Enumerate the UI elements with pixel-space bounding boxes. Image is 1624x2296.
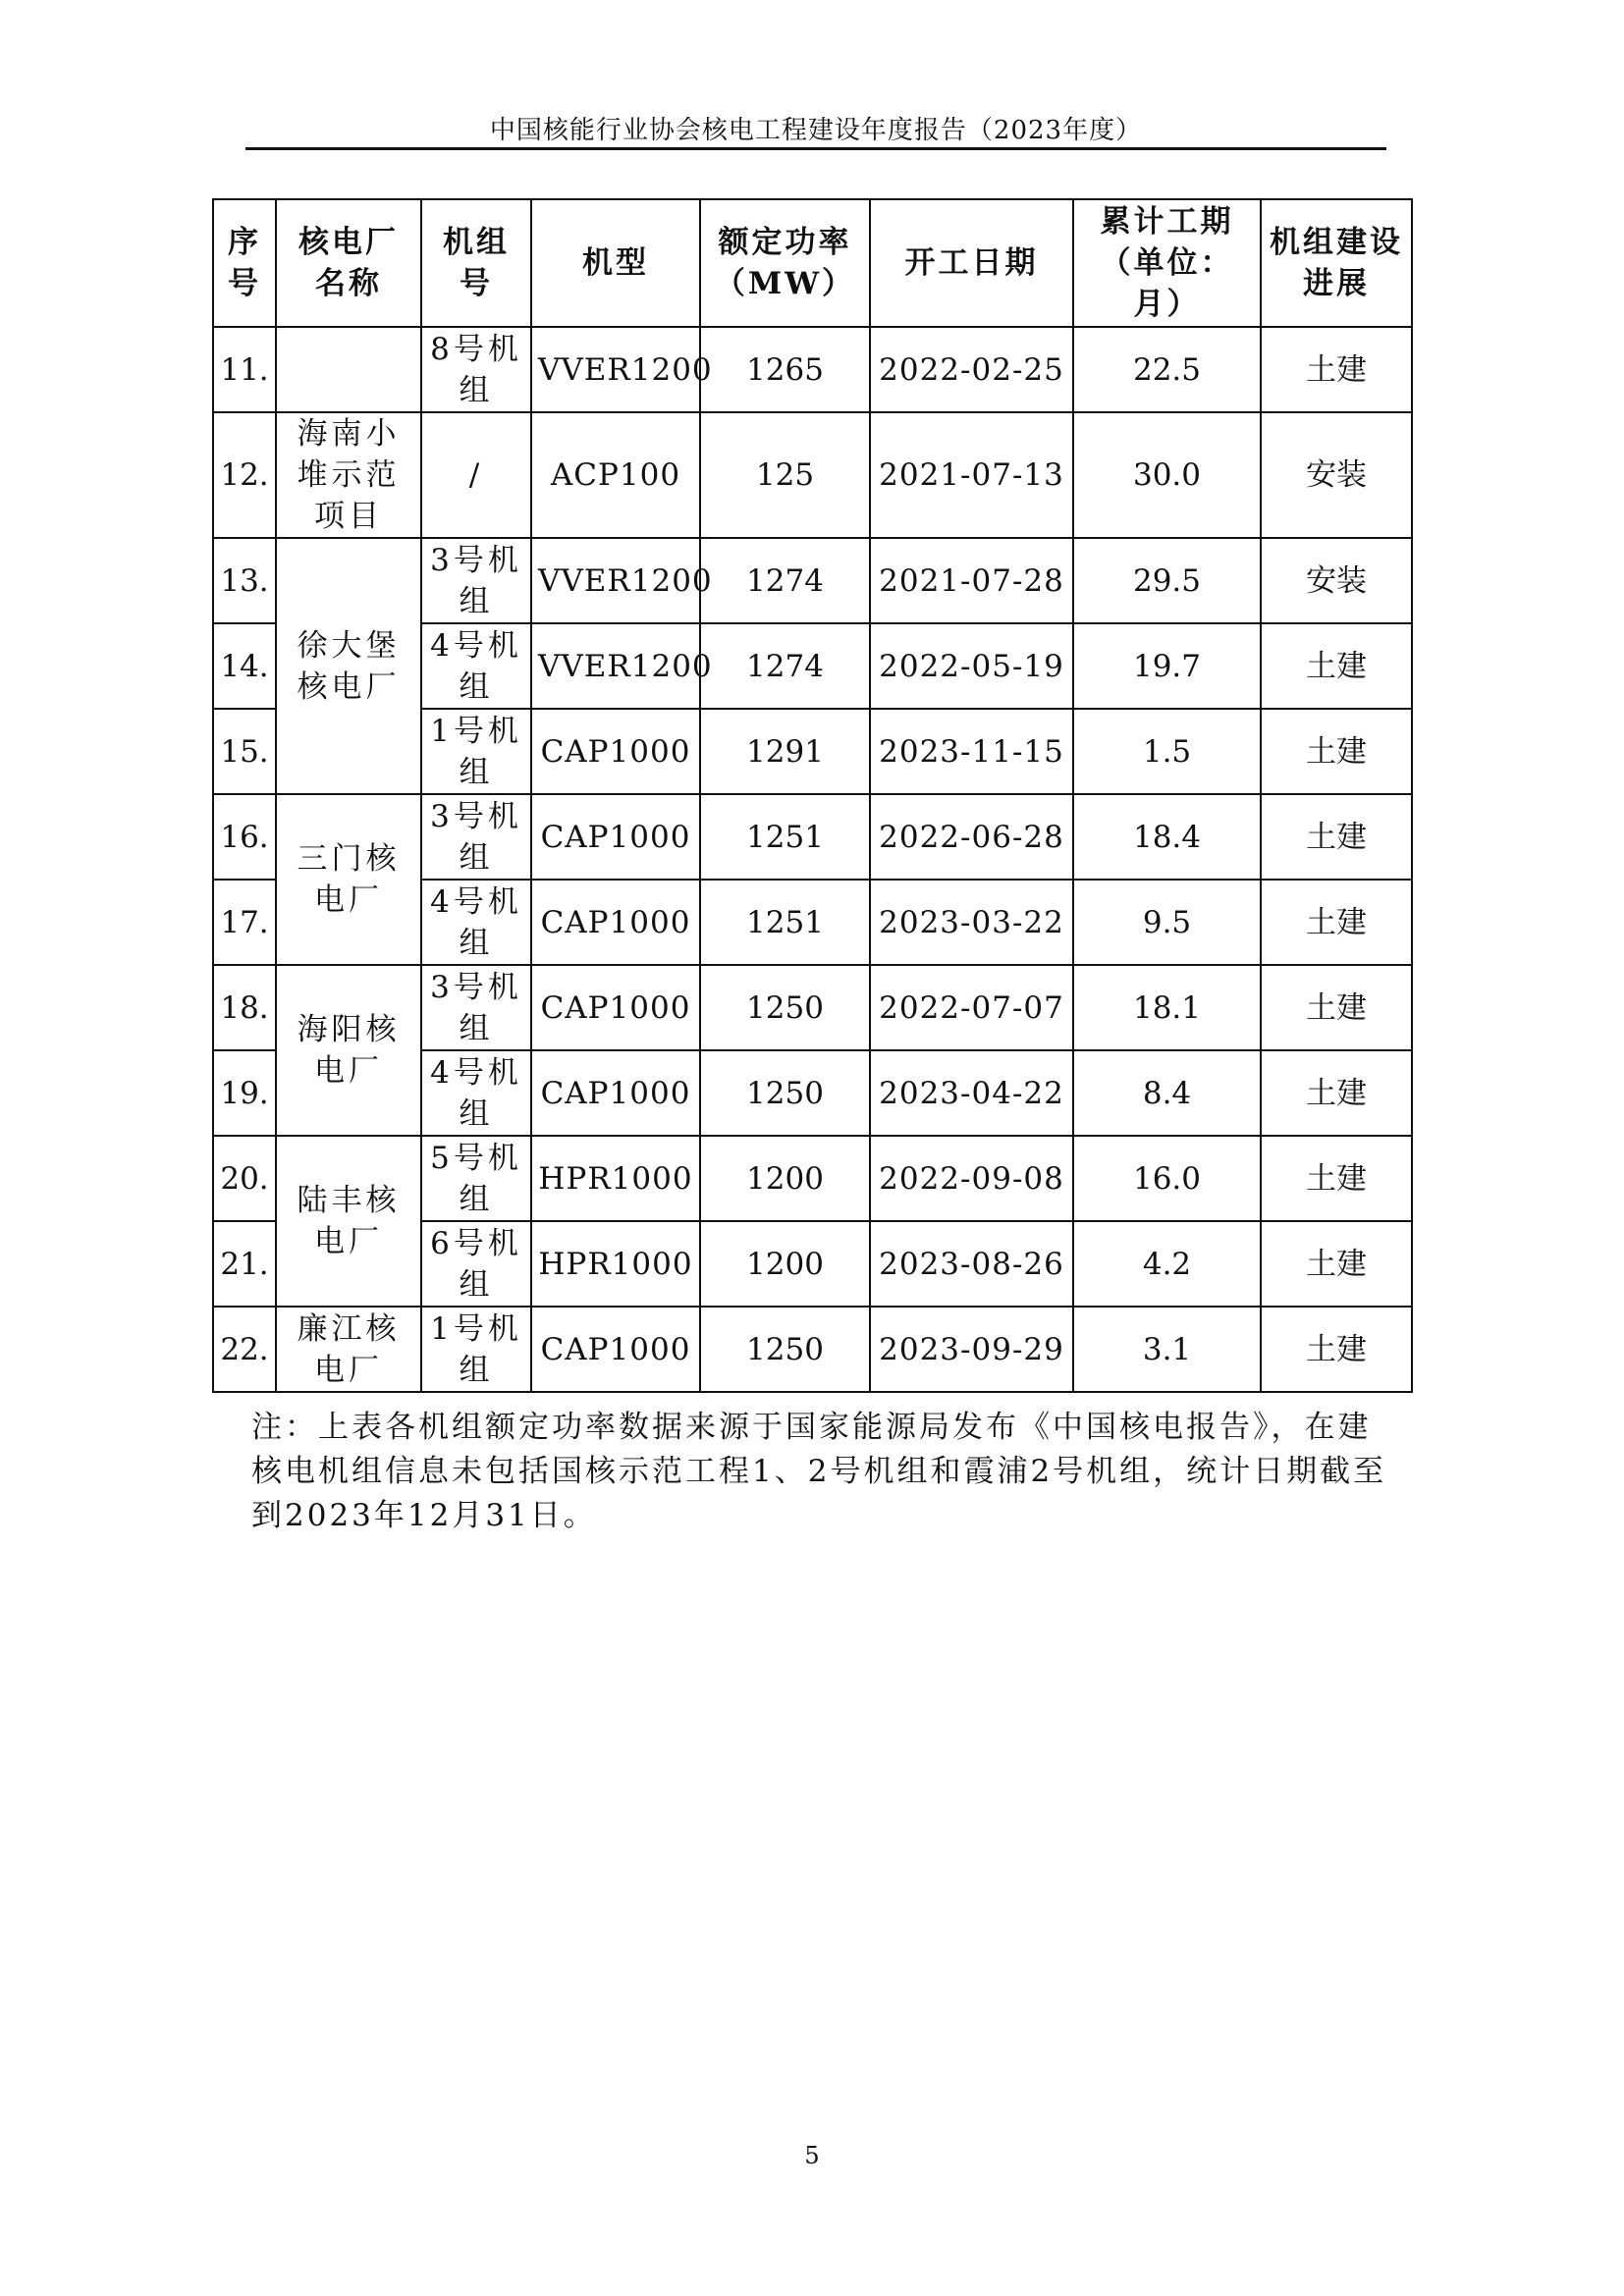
reactor-model: CAP1000 bbox=[531, 1050, 700, 1136]
start-date: 2023-09-29 bbox=[870, 1307, 1073, 1392]
cumulative-duration: 8.4 bbox=[1073, 1050, 1261, 1136]
unit-number: 6号机组 bbox=[421, 1221, 531, 1307]
column-header: 额定功率（MW） bbox=[700, 199, 870, 327]
construction-progress: 土建 bbox=[1261, 327, 1412, 412]
reactor-model: HPR1000 bbox=[531, 1221, 700, 1307]
cumulative-duration: 3.1 bbox=[1073, 1307, 1261, 1392]
table-header-row bbox=[213, 199, 1412, 327]
construction-progress: 土建 bbox=[1261, 623, 1412, 709]
column-header: 机组建设进展 bbox=[1261, 199, 1412, 327]
construction-progress: 土建 bbox=[1261, 709, 1412, 794]
row-number: 18. bbox=[213, 965, 276, 1050]
plant-name: 徐大堡核电厂 bbox=[276, 538, 421, 794]
table-row bbox=[213, 1307, 1412, 1392]
rated-power: 1291 bbox=[700, 709, 870, 794]
cumulative-duration: 18.4 bbox=[1073, 794, 1261, 880]
reactor-model: CAP1000 bbox=[531, 1307, 700, 1392]
row-number: 14. bbox=[213, 623, 276, 709]
unit-number: 3号机组 bbox=[421, 538, 531, 623]
unit-number: / bbox=[421, 412, 531, 538]
start-date: 2023-11-15 bbox=[870, 709, 1073, 794]
start-date: 2022-05-19 bbox=[870, 623, 1073, 709]
plant-name bbox=[276, 327, 421, 412]
row-number: 15. bbox=[213, 709, 276, 794]
row-number: 13. bbox=[213, 538, 276, 623]
page-number: 5 bbox=[804, 2142, 820, 2169]
start-date: 2023-03-22 bbox=[870, 880, 1073, 965]
row-number: 20. bbox=[213, 1136, 276, 1221]
reactor-model: CAP1000 bbox=[531, 794, 700, 880]
page-header-title: 中国核能行业协会核电工程建设年度报告（2023年度） bbox=[489, 116, 1143, 145]
row-number: 21. bbox=[213, 1221, 276, 1307]
column-header: 机组号 bbox=[421, 199, 531, 327]
start-date: 2021-07-28 bbox=[870, 538, 1073, 623]
start-date: 2022-09-08 bbox=[870, 1136, 1073, 1221]
cumulative-duration: 30.0 bbox=[1073, 412, 1261, 538]
column-header: 累计工期（单位：月） bbox=[1073, 199, 1261, 327]
table-row bbox=[213, 794, 1412, 880]
table-body bbox=[213, 327, 1412, 1392]
rated-power: 1274 bbox=[700, 538, 870, 623]
reactor-model: VVER1200 bbox=[531, 623, 700, 709]
cumulative-duration: 4.2 bbox=[1073, 1221, 1261, 1307]
table-row bbox=[213, 1136, 1412, 1221]
column-header: 核电厂名称 bbox=[276, 199, 421, 327]
start-date: 2021-07-13 bbox=[870, 412, 1073, 538]
reactor-model: VVER1200 bbox=[531, 538, 700, 623]
column-header: 序号 bbox=[213, 199, 276, 327]
plant-name: 陆丰核电厂 bbox=[276, 1136, 421, 1307]
header-divider bbox=[245, 147, 1386, 150]
unit-number: 5号机组 bbox=[421, 1136, 531, 1221]
table-footnote: 注：上表各机组额定功率数据来源于国家能源局发布《中国核电报告》，在建核电机组信息未包括国核示范工程1、2号机组和霞浦2号机组，统计日期截至到2023年12月31日。 bbox=[251, 1410, 1387, 1533]
rated-power: 1251 bbox=[700, 794, 870, 880]
row-number: 16. bbox=[213, 794, 276, 880]
reactor-model: CAP1000 bbox=[531, 709, 700, 794]
cumulative-duration: 22.5 bbox=[1073, 327, 1261, 412]
unit-number: 1号机组 bbox=[421, 709, 531, 794]
rated-power: 1274 bbox=[700, 623, 870, 709]
start-date: 2022-06-28 bbox=[870, 794, 1073, 880]
table-row bbox=[213, 965, 1412, 1050]
cumulative-duration: 9.5 bbox=[1073, 880, 1261, 965]
reactor-model: CAP1000 bbox=[531, 965, 700, 1050]
row-number: 12. bbox=[213, 412, 276, 538]
table-row bbox=[213, 538, 1412, 623]
rated-power: 125 bbox=[700, 412, 870, 538]
row-number: 19. bbox=[213, 1050, 276, 1136]
construction-progress: 土建 bbox=[1261, 1307, 1412, 1392]
start-date: 2022-02-25 bbox=[870, 327, 1073, 412]
column-header: 机型 bbox=[531, 199, 700, 327]
construction-progress: 土建 bbox=[1261, 880, 1412, 965]
construction-progress: 安装 bbox=[1261, 538, 1412, 623]
start-date: 2023-08-26 bbox=[870, 1221, 1073, 1307]
unit-number: 3号机组 bbox=[421, 965, 531, 1050]
start-date: 2022-07-07 bbox=[870, 965, 1073, 1050]
plant-name: 海南小堆示范项目 bbox=[276, 412, 421, 538]
construction-progress: 土建 bbox=[1261, 1136, 1412, 1221]
plant-name: 海阳核电厂 bbox=[276, 965, 421, 1136]
rated-power: 1250 bbox=[700, 1307, 870, 1392]
construction-progress: 土建 bbox=[1261, 965, 1412, 1050]
start-date: 2023-04-22 bbox=[870, 1050, 1073, 1136]
construction-table bbox=[212, 198, 1413, 1393]
table-row bbox=[213, 412, 1412, 538]
rated-power: 1250 bbox=[700, 965, 870, 1050]
unit-number: 3号机组 bbox=[421, 794, 531, 880]
cumulative-duration: 29.5 bbox=[1073, 538, 1261, 623]
table-row bbox=[213, 327, 1412, 412]
cumulative-duration: 18.1 bbox=[1073, 965, 1261, 1050]
construction-progress: 土建 bbox=[1261, 1050, 1412, 1136]
construction-progress: 土建 bbox=[1261, 794, 1412, 880]
reactor-model: VVER1200 bbox=[531, 327, 700, 412]
rated-power: 1265 bbox=[700, 327, 870, 412]
cumulative-duration: 16.0 bbox=[1073, 1136, 1261, 1221]
cumulative-duration: 1.5 bbox=[1073, 709, 1261, 794]
reactor-model: HPR1000 bbox=[531, 1136, 700, 1221]
cumulative-duration: 19.7 bbox=[1073, 623, 1261, 709]
unit-number: 1号机组 bbox=[421, 1307, 531, 1392]
unit-number: 4号机组 bbox=[421, 1050, 531, 1136]
construction-progress: 土建 bbox=[1261, 1221, 1412, 1307]
unit-number: 8号机组 bbox=[421, 327, 531, 412]
reactor-model: CAP1000 bbox=[531, 880, 700, 965]
rated-power: 1250 bbox=[700, 1050, 870, 1136]
row-number: 11. bbox=[213, 327, 276, 412]
reactor-model: ACP100 bbox=[531, 412, 700, 538]
plant-name: 三门核电厂 bbox=[276, 794, 421, 965]
rated-power: 1200 bbox=[700, 1136, 870, 1221]
column-header: 开工日期 bbox=[870, 199, 1073, 327]
rated-power: 1251 bbox=[700, 880, 870, 965]
row-number: 17. bbox=[213, 880, 276, 965]
unit-number: 4号机组 bbox=[421, 623, 531, 709]
unit-number: 4号机组 bbox=[421, 880, 531, 965]
construction-progress: 安装 bbox=[1261, 412, 1412, 538]
rated-power: 1200 bbox=[700, 1221, 870, 1307]
row-number: 22. bbox=[213, 1307, 276, 1392]
plant-name: 廉江核电厂 bbox=[276, 1307, 421, 1392]
